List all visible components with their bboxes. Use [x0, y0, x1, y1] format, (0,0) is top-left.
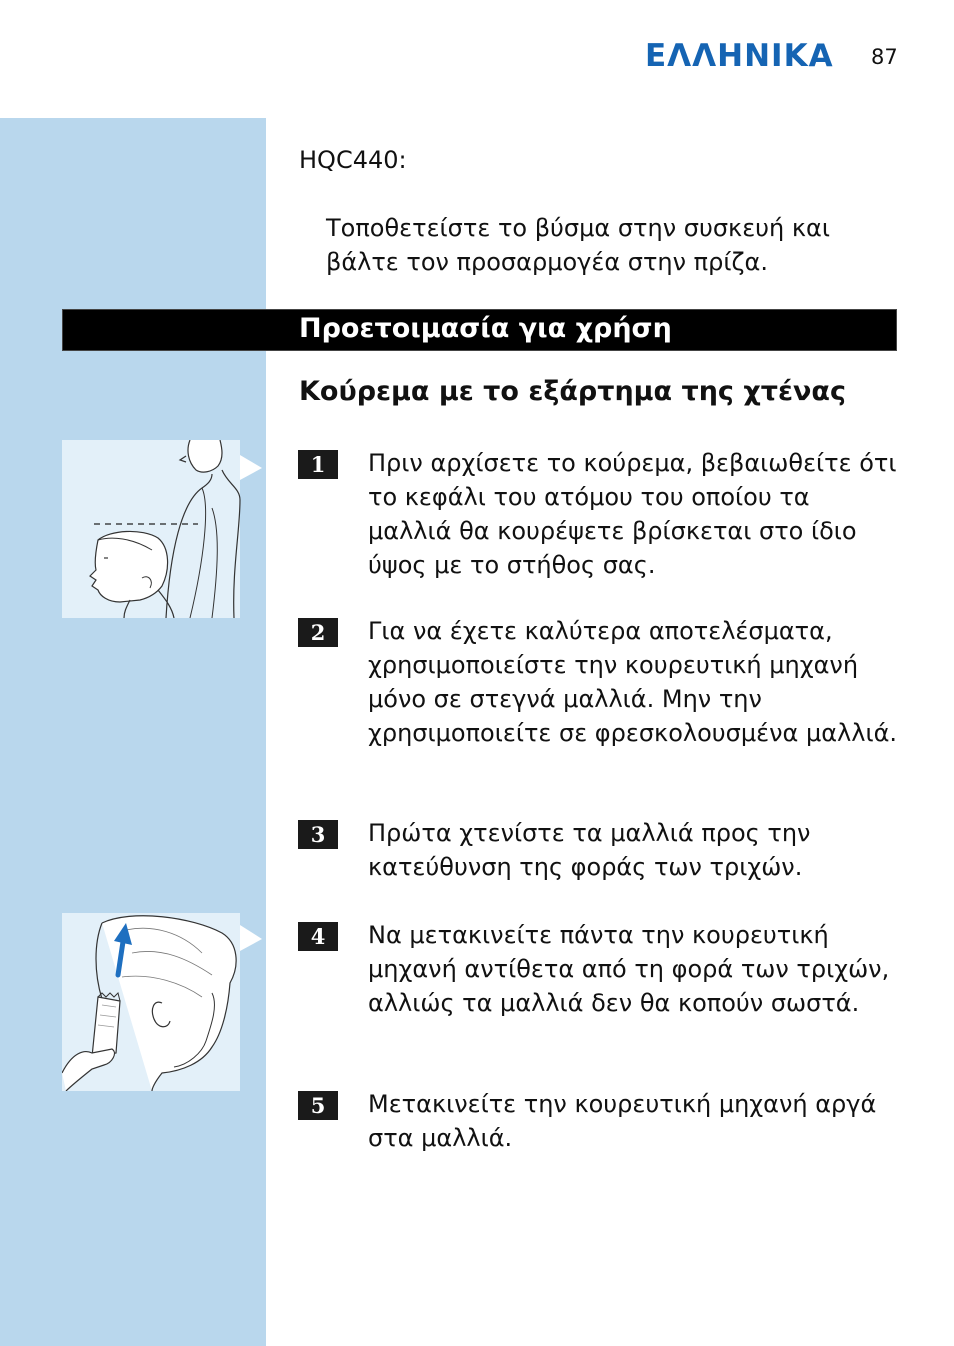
clipping-drawing [62, 913, 262, 1091]
step-text: Να μετακινείτε πάντα την κουρευτική μηχανή αντίθετα από τη φορά των τριχών, αλλιώς τα μαλλιά δεν θα κοπούν σωστά. [368, 921, 890, 1017]
step-number: 2 [298, 618, 338, 647]
step-number: 4 [298, 922, 338, 951]
subsection-title: Κούρεμα με το εξάρτημα της χτένας [299, 376, 846, 407]
step-text: Μετακινείτε την κουρευτική μηχανή αργά στα μαλλιά. [368, 1090, 877, 1152]
section-bar [62, 309, 897, 351]
sidebar-band [0, 118, 266, 1346]
step-text: Πρώτα χτενίστε τα μαλλιά προς την κατεύθυνση της φοράς των τριχών. [368, 819, 811, 881]
clipping-direction-illustration [62, 913, 240, 1091]
step-number: 1 [298, 450, 338, 479]
step-text: Πριν αρχίσετε το κούρεμα, βεβαιωθείτε ότι το κεφάλι του ατόμου του οποίου τα μαλλιά θα κουρέψετε βρίσκεται στο ίδιο ύψος με το στήθος σας. [368, 449, 897, 579]
model-instruction: Τοποθετείστε το βύσμα στην συσκευή και βάλτε τον προσαρμογέα στην πρίζα. [326, 214, 830, 276]
step-number: 5 [298, 1091, 338, 1120]
model-label: HQC440: [299, 146, 407, 174]
head-height-illustration [62, 440, 240, 618]
page-number: 87 [871, 45, 898, 69]
section-title: Προετοιμασία για χρήση [299, 313, 672, 344]
head-height-drawing [62, 440, 262, 618]
language-header: ΕΛΛΗΝΙΚΑ [645, 38, 834, 74]
step-text: Για να έχετε καλύτερα αποτελέσματα, χρησιμοποιείστε την κουρευτική μηχανή μόνο σε στεγνά μαλλιά. Μην την χρησιμοποιείτε σε φρεσκολουσμένα μαλλιά. [368, 617, 898, 747]
step-number: 3 [298, 820, 338, 849]
